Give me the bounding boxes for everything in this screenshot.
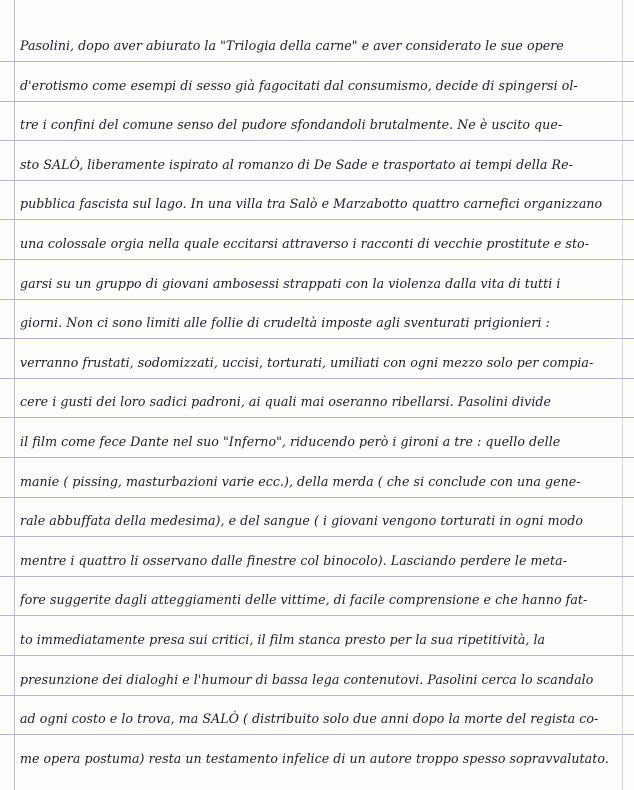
text-line: sto SALÒ, liberamente ispirato al romanzo di De Sade e trasportato ai tempi della Re- [20,156,573,172]
ruled-line [0,61,634,62]
text-line: una colossale orgia nella quale eccitarsi attraverso i racconti di vecchie prostitute e sto- [20,236,589,251]
text-line: il film come fece Dante nel suo "Inferno", riducendo però i gironi a tre : quello delle [20,434,561,449]
text-line: d'erotismo come esempi di sesso già fagocitati dal consumismo, decide di spingersi ol- [20,77,578,93]
left-margin-line [14,0,15,790]
ruled-line [0,457,634,458]
text-line: manie ( pissing, masturbazioni varie ecc.), della merda ( che si conclude con una gene- [20,473,581,489]
ruled-line [0,338,634,339]
ruled-line [0,536,634,537]
ruled-line [0,140,634,141]
text-line: fore suggerite dagli atteggiamenti delle vittime, di facile comprensione e che hanno fat- [20,592,588,608]
ruled-line [0,655,634,656]
ruled-line [0,497,634,498]
ruled-line [0,259,634,260]
ruled-line [0,219,634,220]
text-line: verranno frustati, sodomizzati, uccisi, torturati, umiliati con ogni mezzo solo per compia- [20,354,594,370]
text-line: garsi su un gruppo di giovani ambosessi strappati con la violenza dalla vita di tutti i [20,275,561,291]
ruled-line [0,695,634,696]
ruled-line [0,101,634,102]
right-margin-line [622,0,623,790]
text-line: rale abbuffata della medesima), e del sangue ( i giovani vengono torturati in ogni modo [20,513,584,529]
ruled-line [0,299,634,300]
text-line: pubblica fascista sul lago. In una villa tra Salò e Marzabotto quattro carnefici organizzano [20,196,603,212]
text-line: me opera postuma) resta un testamento infelice di un autore troppo spesso sopravvalutato. [20,750,609,766]
ruled-line [0,576,634,577]
text-line: ad ogni costo e lo trova, ma SALÒ ( distribuito solo due anni dopo la morte del regista co- [20,711,599,727]
ruled-line [0,615,634,616]
text-line: to immediatamente presa sui critici, il film stanca presto per la sua ripetitività, la [20,632,546,647]
ruled-line [0,180,634,181]
ruled-line [0,378,634,379]
text-line: cere i gusti dei loro sadici padroni, ai quali mai oseranno ribellarsi. Pasolini divide [20,394,552,410]
text-line: giorni. Non ci sono limiti alle follie di crudeltà imposte agli sventurati prigionieri : [20,315,550,331]
text-line: tre i confini del comune senso del pudore sfondandoli brutalmente. Ne è uscito que- [20,117,563,133]
ruled-line [0,734,634,735]
text-line: Pasolini, dopo aver abiurato la "Trilogia della carne" e aver considerato le sue opere [20,38,564,53]
ruled-line [0,417,634,418]
text-line: presunzione dei dialoghi e l'humour di bassa lega contenutovi. Pasolini cerca lo scandalo [20,671,594,687]
text-line: mentre i quattro li osservano dalle finestre col binocolo). Lasciando perdere le meta- [20,552,567,568]
